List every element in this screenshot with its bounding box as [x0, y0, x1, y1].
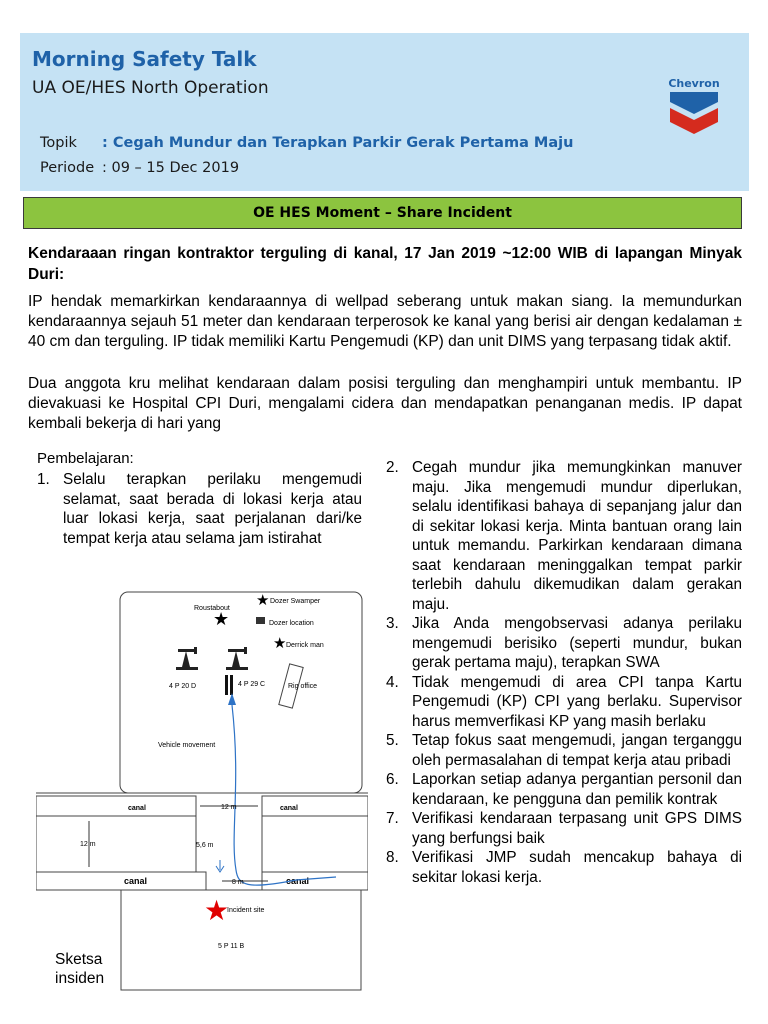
topic-label: Topik	[40, 135, 77, 151]
vehicle-icon	[230, 675, 233, 695]
canal-top-left	[36, 796, 196, 816]
learning-text: Tetap fokus saat mengemudi, jangan terganggu oleh permasalahan di tempat kerja atau pribadi	[412, 732, 742, 769]
learning-number: 8.	[386, 849, 399, 866]
incident-paragraph-2: Dua anggota kru melihat kendaraan dalam posisi terguling dan menghampiri untuk membantu. IP dievakuasi ke Hospital CPI Duri, mengalami cidera dan mendapatkan penanganan medis. IP dapat kembali bekerja di hari yang	[28, 375, 742, 432]
learning-item	[386, 614, 742, 673]
incident-headline: Kendaraaan ringan kontraktor terguling di kanal, 17 Jan 2019 ~12:00 WIB di lapangan Minyak Duri:	[28, 245, 742, 283]
learning-item	[386, 673, 742, 732]
rig-office-label: Rig office	[288, 683, 318, 690]
roustabout-star-icon: ★	[213, 609, 230, 629]
learning-text: Cegah mundur jika memungkinkan manuver maju. Jika mengemudi mundur diperlukan, selalu identifikasi bahaya di sepanjang jalur dan di sekitar lokasi kerja. Minta bantuan orang lain untuk memandu. Parkirkan kendaraan dimana saat kendaraan meninggalkan tempat parkir terlebih dahulu dikemudikan dalam gerakan maju.	[412, 459, 742, 613]
learning-text: Jika Anda mengobservasi adanya perilaku mengemudi berisiko (seperti mundur, bukan gerak pertama maju), terapkan SWA	[412, 615, 742, 671]
reverse-arrow-icon	[216, 860, 224, 872]
chevron-logo	[664, 77, 724, 141]
well-label: 4 P 29 C	[238, 681, 266, 688]
learning-text: Laporkan setiap adanya pergantian personil dan kendaraan, ke pengguna dan pemilik kontrak	[412, 771, 742, 808]
learning-number: 6.	[386, 771, 399, 788]
dozer-icon	[256, 617, 265, 624]
roustabout-label: Roustabout	[194, 605, 230, 612]
learning-number: 4.	[386, 673, 399, 691]
learnings-label: Pembelajaran:	[37, 450, 134, 467]
learning-item	[386, 458, 742, 614]
well-label: 4 P 20 D	[169, 683, 197, 690]
incident-site-label: Incident site	[227, 907, 265, 914]
learnings-list-left	[37, 470, 362, 548]
header-panel	[20, 33, 749, 191]
canal-bottom-right	[262, 872, 368, 890]
wellpad-outline	[120, 592, 362, 793]
dozer-location-label: Dozer location	[269, 620, 314, 627]
road-right	[262, 816, 368, 872]
learning-number: 3.	[386, 615, 399, 632]
learning-text: Selalu terapkan perilaku mengemudi selamat, saat berada di lokasi kerja atau luar lokasi kerja, saat perjalanan dari/ke tempat kerja atau selama jam istirahat	[63, 471, 362, 547]
learning-number: 2.	[386, 459, 399, 476]
dimension-8m: 8 m	[232, 879, 244, 886]
pumpjack-icon	[176, 647, 198, 670]
learning-number: 7.	[386, 810, 399, 827]
learning-item	[386, 809, 742, 848]
sketch-caption	[55, 950, 104, 988]
incident-site-star-icon: ★	[204, 895, 230, 926]
dozer-swamper-label: Dozer Swamper	[270, 598, 321, 605]
dimension-12m-top: 12 m	[221, 804, 237, 811]
learning-item	[386, 731, 742, 770]
period-label: Periode	[40, 160, 95, 176]
learning-text: Tidak mengemudi di area CPI tanpa Kartu Pengemudi (KP) CPI yang berlaku. Supervisor harus memverfikasi KP yang masih berlaku	[412, 673, 742, 730]
learning-item	[386, 770, 742, 809]
vehicle-movement-label: Vehicle movement	[158, 742, 216, 749]
learning-number: 5.	[386, 732, 399, 749]
chevron-emblem-icon	[664, 90, 724, 136]
learnings-list-right	[386, 458, 742, 887]
learning-item	[37, 470, 362, 548]
canal-top-right	[262, 796, 368, 816]
movement-arrow-icon	[228, 693, 236, 705]
dimension-5-6m: 5,6 m	[196, 842, 214, 849]
page-title: Morning Safety Talk	[32, 47, 257, 71]
well-label: 5 P 11 B	[218, 943, 245, 950]
derrick-man-label: Derrick man	[286, 642, 324, 649]
wellpad-bottom	[121, 890, 361, 990]
pumpjack-icon	[226, 647, 248, 670]
learning-item	[386, 848, 742, 887]
vehicle-icon	[225, 675, 228, 695]
page-subtitle: UA OE/HES North Operation	[32, 78, 269, 98]
canal-label: canal	[280, 805, 298, 812]
incident-sketch	[36, 585, 368, 995]
canal-bottom-left	[36, 872, 206, 890]
share-incident-banner: OE HES Moment – Share Incident	[23, 197, 742, 229]
canal-label: canal	[128, 805, 146, 812]
dimension-12m-side: 12 m	[80, 841, 96, 848]
dozer-swamper-star-icon: ★	[256, 592, 270, 609]
canal-label: canal	[124, 876, 148, 886]
period-row	[40, 160, 239, 176]
sketch-caption-line: insiden	[55, 970, 105, 987]
learning-text: Verifikasi JMP sudah mencakup bahaya di sekitar lokasi kerja.	[412, 849, 742, 886]
topic-row	[40, 135, 573, 151]
topic-value: : Cegah Mundur dan Terapkan Parkir Gerak Pertama Maju	[102, 135, 574, 151]
learning-number: 1.	[37, 471, 50, 488]
canal-label: canal	[286, 876, 310, 886]
learning-text: Verifikasi kendaraan terpasang unit GPS DIMS yang berfungsi baik	[412, 810, 742, 847]
incident-paragraph-1: IP hendak memarkirkan kendaraannya di wellpad seberang untuk makan siang. Ia memundurkan kendaraannya sejauh 51 meter dan kendaraan terperosok ke kanal yang berisi air dengan kedalaman ± 40 cm dan terguling. IP tidak memiliki Kartu Pengemudi (KP) dan unit DIMS yang terpasang tidak aktif.	[28, 293, 742, 350]
road-left	[36, 816, 196, 872]
period-value: : 09 – 15 Dec 2019	[102, 160, 240, 176]
derrick-man-star-icon: ★	[273, 635, 287, 652]
vehicle-path	[232, 705, 336, 885]
sketch-caption-line: Sketsa	[55, 951, 103, 968]
logo-text: Chevron	[668, 77, 720, 90]
